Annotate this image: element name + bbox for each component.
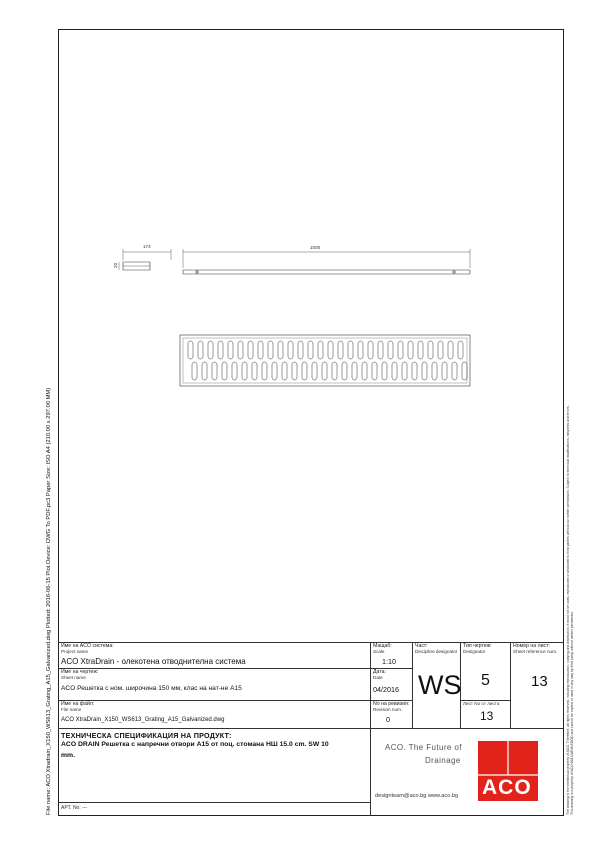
grating-slot [432,362,437,380]
grating-slot [252,362,257,380]
grating-slot [298,341,303,359]
legal-line-1: The drawing is the intellectual property of ACO. Therefore, all rights reserved, including reproduction, copying and distribution. It must not be used, reproduced or disclosed to third parties without our written permission. Subject to technical modifications, misprints and errors. [566,405,570,815]
system-label-bg: Име на ACO система: [61,643,114,649]
sheetno-value: 13 [531,673,548,690]
grating-slot [282,362,287,380]
grating-slot [462,362,467,380]
grating-slot [402,362,407,380]
grating-slot [362,362,367,380]
grating-slot [458,341,463,359]
grating-slot [358,341,363,359]
dimension-length: 1000 [310,245,321,250]
date-label-en: Date [373,675,383,680]
grating-slot [292,362,297,380]
grating-slot [308,341,313,359]
grating-slot [302,362,307,380]
grating-slot [442,362,447,380]
grating-slot [208,341,213,359]
divider [510,642,511,728]
scale-value: 1:10 [382,657,396,666]
grating-slot [318,341,323,359]
grating-slot [248,341,253,359]
grating-slot [352,362,357,380]
sheet-value: ACO Решетка с ном. широчина 150 мм, клас на нат-не А15 [61,685,242,692]
grating-slot [268,341,273,359]
file-info-vertical: File name: ACO Xtradrain_X150_WS613_Grating_A15_Galvanized.dwg Plotted: 2016-06-15 Plot Device: DWG To PDF.pc3 Paper Size: ISO A4 (210.00 x 297.00 MM) [46,387,52,815]
grating-slot [418,341,423,359]
date-label-bg: Дата: [373,669,386,675]
grating-slot [342,362,347,380]
divider [58,728,564,729]
sheet-label-en: Sheet name [61,675,86,680]
grating-slot [338,341,343,359]
grating-slot [312,362,317,380]
grating-slot [288,341,293,359]
type-label-en: Designator [463,649,486,654]
grating-slot [278,341,283,359]
revision-label-bg: No на ревизия: [373,701,410,707]
grating-slot [262,362,267,380]
grating-slot [188,341,193,359]
system-value: ACO XtraDrain - олекотена отводнителна система [61,657,246,666]
grating-slot [408,341,413,359]
slogan-line-2: Drainage [425,756,461,765]
grating-slot [348,341,353,359]
date-value: 04/2016 [373,685,399,694]
grating-slot [422,362,427,380]
grating-slot [242,362,247,380]
grating-slot [212,362,217,380]
sheet-count-value: 13 [480,709,494,723]
aco-logo [478,741,538,801]
grating-slot [272,362,277,380]
grating-slot [382,362,387,380]
divider [370,642,371,728]
part-value: WS [418,670,462,700]
part-label-bg: Част: [415,643,428,649]
grating-slot [328,341,333,359]
dimension-height: 20 [113,262,118,268]
part-label-en: Discipline designator [415,649,458,654]
grating-slot [192,362,197,380]
grating-slot [232,362,237,380]
divider [412,642,413,728]
system-label-en: Project name [61,649,89,654]
grating-slot [228,341,233,359]
grating-slot [332,362,337,380]
file-label-en: File name [61,707,82,712]
grating-slot [368,341,373,359]
spec-line-1: ACO DRAIN Решетка с напречни отвори A15 от поц. стомана НШ 15.0 cm. SW 10 [61,741,329,748]
grating-slot [438,341,443,359]
revision-value: 0 [386,715,390,724]
divider [370,728,371,816]
grating-slot [452,362,457,380]
article-number: APT. No: --- [61,805,88,811]
divider [58,668,370,669]
type-value: 5 [481,672,490,689]
logo-text: ACO [482,776,532,799]
grating-slot [222,362,227,380]
scale-label-bg: Мащаб: [373,643,392,649]
sheetno-label-bg: Номер на лист: [513,643,550,649]
grating-slot [388,341,393,359]
grating-slot [258,341,263,359]
spec-line-2: mm. [61,752,75,759]
slogan-line-1: ACO. The Future of [385,743,462,752]
divider [58,802,370,803]
divider [58,700,370,701]
grating-slot [202,362,207,380]
scale-label-en: Scale [373,649,385,654]
contact-info: designteam@aco.bg www.aco.bg [375,793,459,799]
grating-top-view [180,335,470,386]
grating-side-view [119,249,470,274]
grating-slot [198,341,203,359]
sheetno-label-en: Sheet reference num. [513,649,558,654]
sheet-count-label: Лист No от листа [463,701,500,706]
grating-slot [392,362,397,380]
grating-slot [372,362,377,380]
sheet-label-bg: Име на чертеж: [61,669,99,675]
grating-slot [378,341,383,359]
grating-slot [218,341,223,359]
file-value: ACO XtraDrain_X150_WS613_Grating_A15_Galvanized.dwg [61,717,225,723]
revision-label-en: Revision num. [373,707,403,712]
type-label-bg: Тип чертеж: [463,643,492,649]
file-label-bg: Име на файл: [61,701,95,707]
grating-slot [412,362,417,380]
grating-slot [448,341,453,359]
spec-title: ТЕХНИЧЕСКА СПЕЦИФИКАЦИЯ НА ПРОДУКТ: [61,731,232,740]
legal-line-2: This drawing is a property of ACO BULGARIA EOOD and cannot be copied or used in any way by third party, without written permission. [570,610,575,815]
grating-slot [398,341,403,359]
dimension-width: 174 [143,244,151,249]
grating-slot [428,341,433,359]
grating-slot [322,362,327,380]
grating-slot [238,341,243,359]
